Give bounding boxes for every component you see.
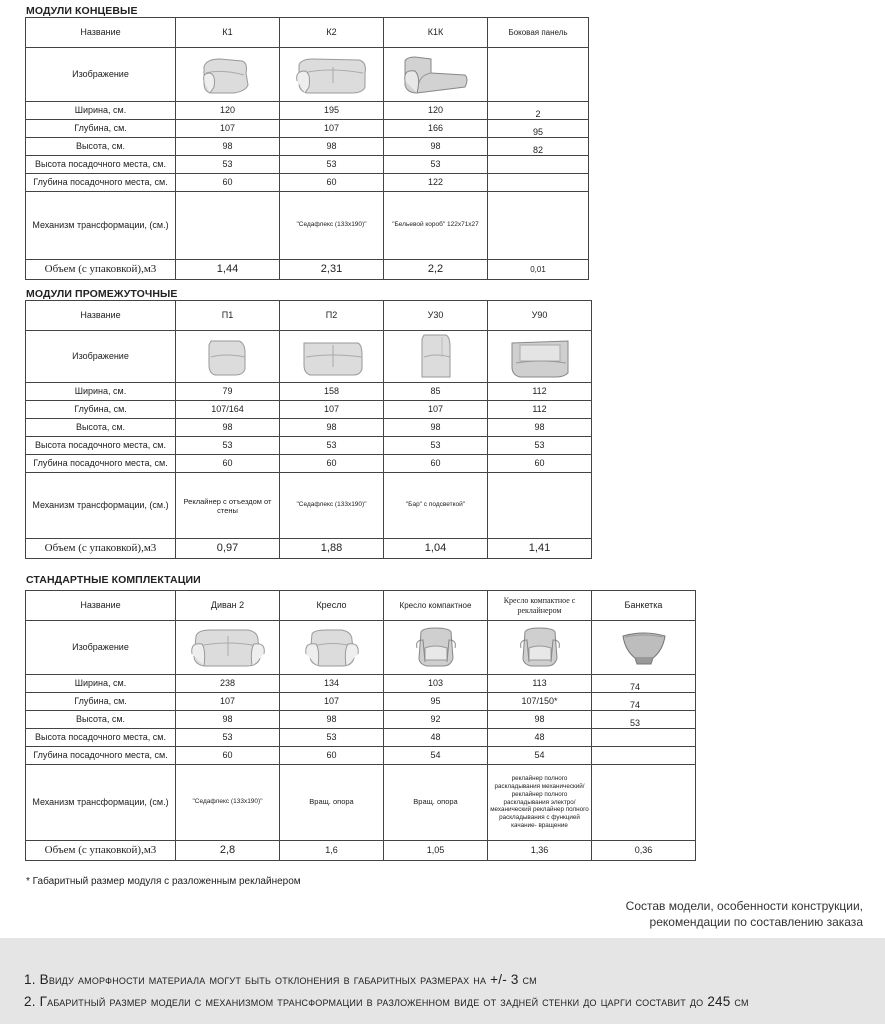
table-cell: 107/164 xyxy=(176,401,280,419)
table-cell: 54 xyxy=(488,747,592,765)
table-cell: 92 xyxy=(384,711,488,729)
table-cell: 1,05 xyxy=(384,841,488,861)
table-cell: 1,36 xyxy=(488,841,592,861)
table-cell: 48 xyxy=(488,729,592,747)
row-label-image: Изображение xyxy=(26,48,176,102)
armchair-image xyxy=(302,626,362,670)
table-cell: 112 xyxy=(488,383,592,401)
table-cell: 53 xyxy=(280,729,384,747)
row-label-width: Ширина, см. xyxy=(26,102,176,120)
table-cell: 98 xyxy=(384,138,488,156)
table-row xyxy=(26,591,696,621)
column-name: К1 xyxy=(176,18,280,48)
column-name: Боковая панель xyxy=(488,18,589,48)
corner-90-module-image xyxy=(508,335,572,379)
table-cell: 74 xyxy=(592,675,696,693)
table-cell: 53 xyxy=(280,437,384,455)
table-row xyxy=(26,156,589,174)
table-cell: 134 xyxy=(280,675,384,693)
section-title-end-modules: МОДУЛИ КОНЦЕВЫЕ xyxy=(26,5,138,17)
single-seat-module-image xyxy=(205,335,251,379)
row-label-height: Высота, см. xyxy=(26,138,176,156)
table-cell: 2 xyxy=(488,102,589,120)
row-label-volume: Объем (с упаковкой),м3 xyxy=(26,841,176,861)
chaise-module-image xyxy=(401,53,471,97)
row-label-mechanism: Механизм трансформации, (см.) xyxy=(26,473,176,539)
table-cell: 79 xyxy=(176,383,280,401)
table-cell: Вращ. опора xyxy=(384,765,488,841)
table-cell: 60 xyxy=(280,174,384,192)
row-label-name: Название xyxy=(26,301,176,331)
table-row xyxy=(26,18,589,48)
row-label-image: Изображение xyxy=(26,621,176,675)
table-cell: 60 xyxy=(176,747,280,765)
table-cell: 107 xyxy=(280,401,384,419)
row-label-volume: Объем (с упаковкой),м3 xyxy=(26,260,176,280)
table-cell: 1,88 xyxy=(280,539,384,559)
double-seat-module-image xyxy=(300,335,364,379)
row-label-width: Ширина, см. xyxy=(26,675,176,693)
table-row xyxy=(26,693,696,711)
table-row xyxy=(26,192,589,260)
table-row xyxy=(26,102,589,120)
table-cell: 98 xyxy=(488,711,592,729)
table-cell: 60 xyxy=(488,455,592,473)
row-label-mechanism: Механизм трансформации, (см.) xyxy=(26,765,176,841)
table-cell: 122 xyxy=(384,174,488,192)
table-cell: 60 xyxy=(280,455,384,473)
table-cell: 107 xyxy=(176,120,280,138)
table-cell xyxy=(592,747,696,765)
row-label-volume: Объем (с упаковкой),м3 xyxy=(26,539,176,559)
table-cell: Реклайнер с отъездом от стены xyxy=(176,473,280,539)
footnote: * Габаритный размер модуля с разложенным реклайнером xyxy=(26,876,301,887)
table-cell xyxy=(488,473,592,539)
table-row xyxy=(26,301,592,331)
table-row xyxy=(26,419,592,437)
section-title-standard-sets: СТАНДАРТНЫЕ КОМПЛЕКТАЦИИ xyxy=(26,574,201,586)
table-cell: 98 xyxy=(384,419,488,437)
row-label-height: Высота, см. xyxy=(26,711,176,729)
column-name: П2 xyxy=(280,301,384,331)
table-row xyxy=(26,331,592,383)
table-cell: 53 xyxy=(176,729,280,747)
table-cell: 60 xyxy=(176,174,280,192)
row-label-seat-height: Высота посадочного места, см. xyxy=(26,156,176,174)
row-label-depth: Глубина, см. xyxy=(26,401,176,419)
table-cell: 107 xyxy=(280,693,384,711)
table-cell: 2,31 xyxy=(280,260,384,280)
table-cell xyxy=(488,174,589,192)
table-row xyxy=(26,48,589,102)
table-cell: 107 xyxy=(280,120,384,138)
row-label-seat-height: Высота посадочного места, см. xyxy=(26,729,176,747)
table-cell: 98 xyxy=(280,138,384,156)
table-cell: 238 xyxy=(176,675,280,693)
corner-module-image xyxy=(198,53,258,97)
table-cell: 2,2 xyxy=(384,260,488,280)
table-cell: 53 xyxy=(176,156,280,174)
table-cell: 98 xyxy=(280,711,384,729)
table-cell: 2,8 xyxy=(176,841,280,861)
table-cell: 98 xyxy=(280,419,384,437)
table-row xyxy=(26,711,696,729)
composition-text: Состав модели, особенности конструкции, рекомендации по составлению заказа xyxy=(625,899,863,929)
table-cell: 195 xyxy=(280,102,384,120)
column-name: Диван 2 xyxy=(176,591,280,621)
table-cell: 53 xyxy=(384,437,488,455)
table-cell: 54 xyxy=(384,747,488,765)
row-label-mechanism: Механизм трансформации, (см.) xyxy=(26,192,176,260)
table-cell: 74 xyxy=(592,693,696,711)
table-cell: 60 xyxy=(280,747,384,765)
table-row xyxy=(26,383,592,401)
row-label-name: Название xyxy=(26,591,176,621)
recliner-armchair-image xyxy=(517,626,563,670)
table-cell: 166 xyxy=(384,120,488,138)
row-label-seat-height: Высота посадочного места, см. xyxy=(26,437,176,455)
table-cell: 113 xyxy=(488,675,592,693)
table-cell: "Бельевой короб" 122x71x27 xyxy=(384,192,488,260)
table-cell: 53 xyxy=(384,156,488,174)
intermediate-modules-table xyxy=(25,300,592,559)
note-2: 2. Габаритный размер модели с механизмом трансформации в разложенном виде от задней стенки до царги составит до 245 см xyxy=(24,994,749,1009)
table-cell xyxy=(488,156,589,174)
row-label-image: Изображение xyxy=(26,331,176,383)
row-label-seat-depth: Глубина посадочного места, см. xyxy=(26,174,176,192)
table-cell: 95 xyxy=(488,120,589,138)
table-cell: 103 xyxy=(384,675,488,693)
table-cell: 53 xyxy=(488,437,592,455)
table-cell: 1,41 xyxy=(488,539,592,559)
table-cell: 0,36 xyxy=(592,841,696,861)
table-cell: "Седафлекс (133x190)" xyxy=(176,765,280,841)
column-name: Кресло компактное с реклайнером xyxy=(488,591,592,621)
table-cell: 120 xyxy=(384,102,488,120)
sofa-image xyxy=(188,626,268,670)
table-cell: 112 xyxy=(488,401,592,419)
table-cell: 1,6 xyxy=(280,841,384,861)
column-name: К1К xyxy=(384,18,488,48)
table-row xyxy=(26,621,696,675)
end-modules-table xyxy=(25,17,589,280)
table-row xyxy=(26,138,589,156)
column-name: Банкетка xyxy=(592,591,696,621)
row-label-depth: Глубина, см. xyxy=(26,120,176,138)
table-cell: 82 xyxy=(488,138,589,156)
section-title-intermediate-modules: МОДУЛИ ПРОМЕЖУТОЧНЫЕ xyxy=(26,288,178,300)
row-label-name: Название xyxy=(26,18,176,48)
table-row xyxy=(26,729,696,747)
table-row xyxy=(26,401,592,419)
table-cell: 98 xyxy=(176,138,280,156)
column-name: П1 xyxy=(176,301,280,331)
table-cell: Вращ. опора xyxy=(280,765,384,841)
table-row xyxy=(26,174,589,192)
table-row xyxy=(26,841,696,861)
table-row xyxy=(26,260,589,280)
table-cell: 1,04 xyxy=(384,539,488,559)
table-cell: 98 xyxy=(488,419,592,437)
row-label-seat-depth: Глубина посадочного места, см. xyxy=(26,747,176,765)
table-cell: 120 xyxy=(176,102,280,120)
table-cell: 95 xyxy=(384,693,488,711)
table-cell: 107 xyxy=(384,401,488,419)
table-row xyxy=(26,747,696,765)
table-cell xyxy=(592,765,696,841)
table-cell xyxy=(488,192,589,260)
table-cell: 107 xyxy=(176,693,280,711)
table-cell: "Седафлекс (133x190)" xyxy=(280,473,384,539)
bar-corner-module-image xyxy=(416,333,456,381)
table-row xyxy=(26,765,696,841)
table-cell: 1,44 xyxy=(176,260,280,280)
column-name: Кресло xyxy=(280,591,384,621)
table-row xyxy=(26,120,589,138)
table-cell: 98 xyxy=(176,419,280,437)
table-cell: 53 xyxy=(592,711,696,729)
row-label-width: Ширина, см. xyxy=(26,383,176,401)
table-cell: 0,97 xyxy=(176,539,280,559)
table-cell: 53 xyxy=(280,156,384,174)
table-cell: реклайнер полного раскладывания механический/ реклайнер полного раскладывания электро/ механический реклайнер полного раскладывания с функцией качание- вращение xyxy=(488,765,592,841)
table-cell: 60 xyxy=(176,455,280,473)
column-name: У30 xyxy=(384,301,488,331)
row-label-height: Высота, см. xyxy=(26,419,176,437)
note-1: 1. Ввиду аморфности материала могут быть отклонения в габаритных размерах на +/- 3 см xyxy=(24,972,537,987)
standard-sets-table xyxy=(25,590,696,861)
table-cell: 0,01 xyxy=(488,260,589,280)
table-row xyxy=(26,539,592,559)
table-cell: 60 xyxy=(384,455,488,473)
column-name: У90 xyxy=(488,301,592,331)
two-seat-module-image xyxy=(293,53,371,97)
table-cell: "Бар" с подсветкой" xyxy=(384,473,488,539)
table-cell: 158 xyxy=(280,383,384,401)
column-name: Кресло компактное xyxy=(384,591,488,621)
table-cell: 85 xyxy=(384,383,488,401)
table-cell xyxy=(176,192,280,260)
notes-panel xyxy=(0,938,885,1024)
row-label-depth: Глубина, см. xyxy=(26,693,176,711)
table-cell: 98 xyxy=(176,711,280,729)
table-cell: 107/150* xyxy=(488,693,592,711)
compact-armchair-image xyxy=(413,626,459,670)
row-label-seat-depth: Глубина посадочного места, см. xyxy=(26,455,176,473)
table-cell: 53 xyxy=(176,437,280,455)
column-name: К2 xyxy=(280,18,384,48)
table-row xyxy=(26,675,696,693)
table-cell xyxy=(592,729,696,747)
table-row xyxy=(26,455,592,473)
table-row xyxy=(26,437,592,455)
table-cell: "Седафлекс (133x190)" xyxy=(280,192,384,260)
table-row xyxy=(26,473,592,539)
ottoman-image xyxy=(619,628,669,668)
table-cell: 48 xyxy=(384,729,488,747)
